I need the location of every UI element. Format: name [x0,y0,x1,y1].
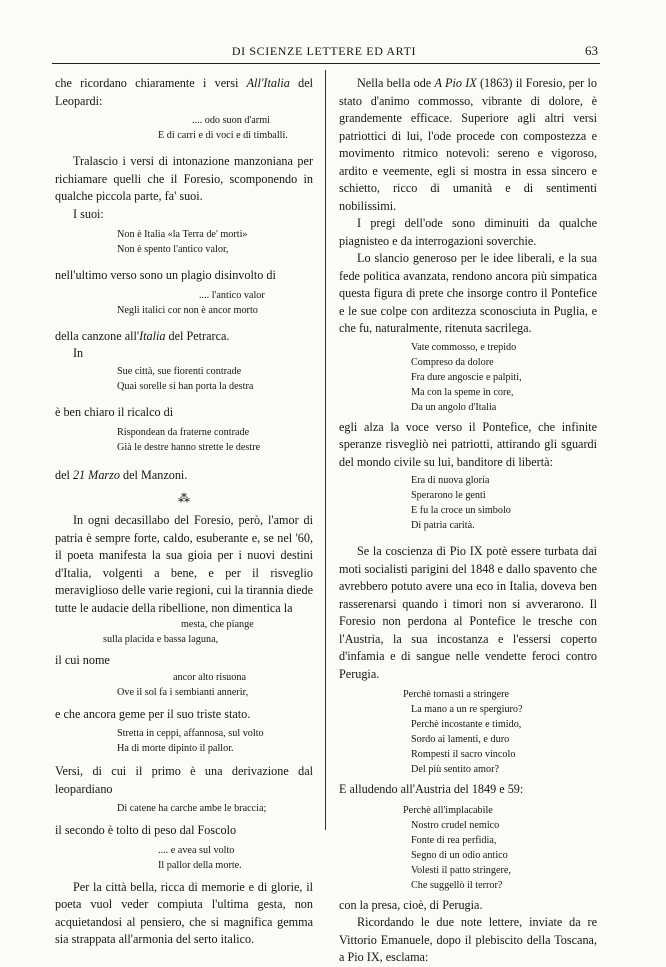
verse-quote: Vate commosso, e trepido Compreso da dolore Fra dure angoscie e palpiti, Ma con la speme in core, Da un angolo d'Italia [411,341,522,413]
verse-quote: Rispondean da fraterne contrade Già le destre hanno strette le destre [117,427,261,453]
verse-quote: Perchè tornasti a stringere La mano a un re spergiuro? Perchè incostante e timido, Sordo ai lamenti, e duro Rompesti il sacro vincolo Del più sentito amor? [403,689,523,775]
verse-quote: ancor alto risuona Ove il sol fa i sembianti annerir, [117,671,249,698]
header-rule [52,63,600,64]
paragraph: Nella bella ode A Pio IX (1863) il Foresio, per lo stato d'animo commosso, vibrante di dolore, è grandemente efficace. Superiore agli altri versi patriottici di lui, l'ode procede con compostezza e movimento ritmico notevoli: sereno e vigoroso, ardito e veemente, egli si mostra in essa sincero e schietto, ricco di umanità e di sentimenti nobilissimi. [339,76,597,213]
paragraph: I suoi: [73,206,104,221]
verse-quote: Era di nuova gloria Sperarono le genti E fu la croce un simbolo Di patria carità. [411,475,511,531]
paragraph: e che ancora geme per il suo triste stato. [55,706,251,721]
paragraph: nell'ultimo verso sono un plagio disinvolto di [55,268,276,282]
verse-quote: mesta, che piange sulla placida e bassa laguna, [103,619,254,645]
paragraph: Tralascio i versi di intonazione manzoniana per richiamare quelli che il Foresio, scomponendo in qualche piccola parte, fa' suoi. [55,154,313,203]
paragraph: Versi, di cui il primo è una derivazione dal leopardiano [55,764,313,796]
paragraph: In ogni decasillabo del Foresio, però, l'amor di patria è sempre forte, caldo, esuberante e, se nel '60, il poeta manifesta la sua gioia per i nuovi destini d'Italia, volgenti a bene, e per il risveglio meraviglioso delle varie regioni, cui la tirannia diede tutte le audacie della ribellione, non dimentica la [55,513,313,615]
paragraph: Lo slancio generoso per le idee liberali, e la sua fede politica avanzata, rendono ancora più simpatica questa figura di prete che insorge contro il Pontefice e le sue colpe con arditezza sconosciuta in Puglia, e che fu, naturalmente, ritenuta sacrilega. [339,251,597,335]
right-column [339,75,597,967]
paragraph: del 21 Marzo del Manzoni. [55,468,188,482]
paragraph: Se la coscienza di Pio IX potè essere turbata dai moti socialisti parigini del 1848 e dallo spavento che avrebbero potuto avere una eco in Italia, doveva ben rasserenarsi quando i timori non si avverarono. Il Foresio non perdona al Pontefice le tresche con l'Austria, la sua incostanza e l'essersi coperto d'infamia e di sangue nelle vendette feroci contro Perugia. [339,544,597,681]
verse-quote: .... e avea sul volto Il pallor della morte. [158,844,242,871]
page-number: 63 [585,43,598,58]
section-ornament: ⁂ [178,490,190,505]
verse-quote: Non è Italia «la Terra de' morti» Non è spento l'antico valor, [117,229,248,255]
paragraph: In [73,346,84,360]
verse-quote: Stretta in ceppi, affannosa, sul volto Ha di morte dipinto il pallor. [117,728,264,754]
paragraph: Per la città bella, ricca di memorie e di glorie, il poeta vuol veder compiuta l'ultima gesta, non acquietandosi al pensiero, che si magnifica gemma sia strappata all'armonia del serto italico. [55,879,313,946]
paragraph: il secondo è tolto di peso dal Foscolo [55,823,237,837]
running-title: DI SCIENZE LETTERE ED ARTI [231,44,417,58]
verse-quote: Di catene ha carche ambe le braccia; [117,803,267,814]
paragraph: con la presa, cioè, di Perugia. [339,897,483,912]
running-header [50,26,598,58]
column-divider [325,70,326,830]
paragraph: Ricordando le due note lettere, inviate da re Vittorio Emanuele, dopo il plebiscito della Toscana, a Pio IX, esclama: [339,915,597,964]
verse-quote: Perchè all'implacabile Nostro crudel nemico Fonte di rea perfidia, Segno di un odio antico Volesti il patto stringere, Che suggellò il terror? [403,804,511,891]
paragraph: è ben chiaro il ricalco di [55,404,174,419]
verse-quote: .... l'antico valor Negli italici cor non è ancor morto [117,289,265,316]
paragraph: della canzone all'Italia del Petrarca. [55,328,230,343]
paragraph: I pregi dell'ode sono diminuiti da qualche piagnisteo e da interrogazioni soverchie. [339,216,597,248]
paragraph: E alludendo all'Austria del 1849 e 59: [339,782,524,796]
left-column [55,75,313,949]
paragraph: il cui nome [55,653,110,667]
paragraph: egli alza la voce verso il Pontefice, che infinite speranze risvegliò nei patriotti, attirando gli sguardi del mondo civile su lui, banditore di libertà: [339,419,597,469]
verse-quote: .... odo suon d'armi E di carri e di voci e di timballi. [158,115,288,141]
verse-quote: Sue città, sue fiorenti contrade Quai sorelle si han porta la destra [117,365,254,392]
paragraph: che ricordano chiaramente i versi All'Italia del Leopardi: [55,76,314,108]
